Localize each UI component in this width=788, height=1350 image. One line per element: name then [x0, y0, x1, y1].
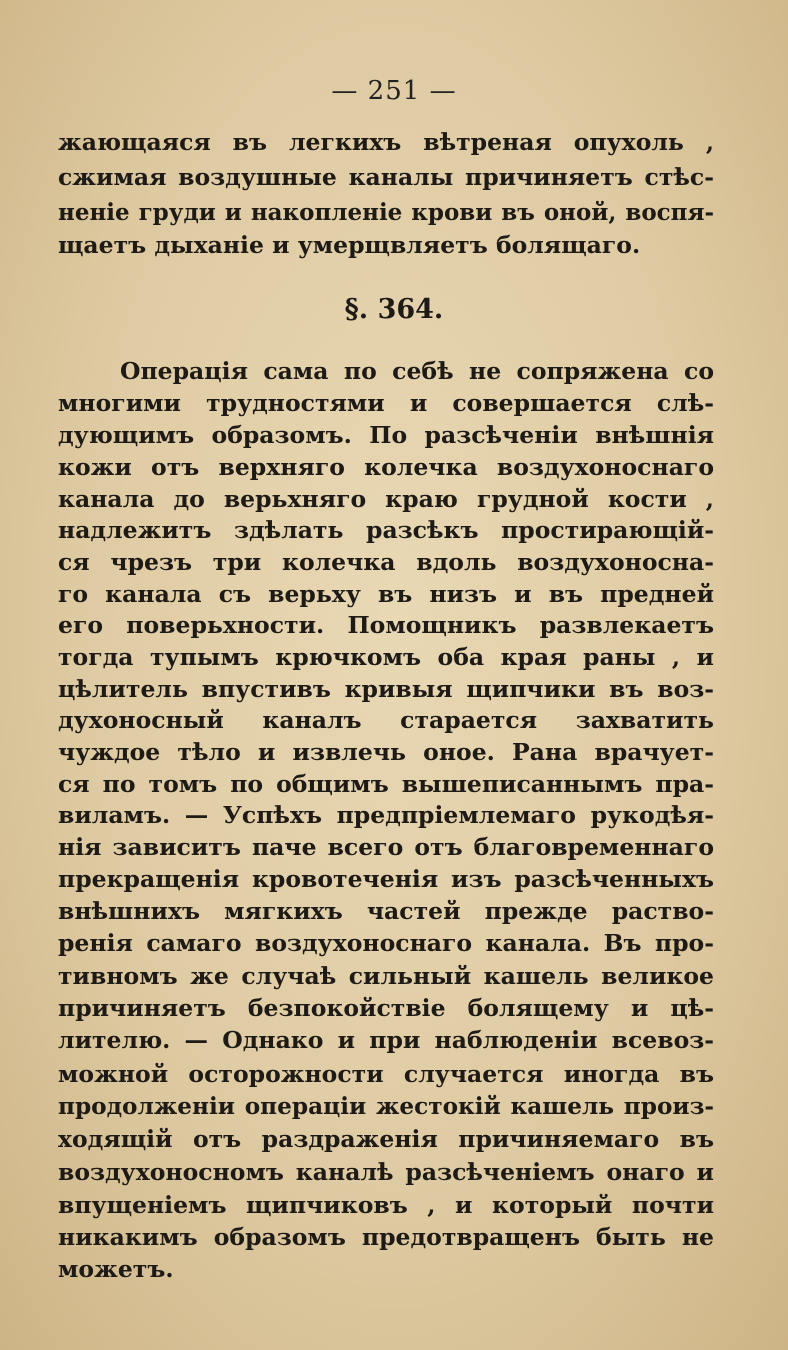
- text-line: его поверьхности. Помощникъ развлекаетъ: [58, 611, 714, 639]
- text-line: внѣшнихъ мягкихъ частей прежде раство-: [58, 897, 714, 925]
- text-line: духоносный каналъ старается захватить: [58, 706, 714, 734]
- text-line: воздухоносномъ каналѣ разсѣченіемъ онаго и: [58, 1158, 714, 1186]
- text-line: надлежитъ здѣлать разсѣкъ простирающій-: [58, 516, 714, 544]
- text-line: ся чрезъ три колечка вдоль воздухоносна-: [58, 548, 714, 576]
- text-line: многими трудностями и совершается слѣ-: [58, 389, 714, 417]
- text-line: кожи отъ верхняго колечка воздухоноснаго: [58, 453, 714, 481]
- text-line: сжимая воздушные каналы причиняетъ стѣс-: [58, 163, 714, 191]
- text-line: неніе груди и накопленіе крови въ оной, воспя-: [58, 199, 714, 226]
- text-line: нія зависитъ паче всего отъ благовременнаго: [58, 833, 714, 861]
- text-line: дующимъ образомъ. По разсѣченіи внѣшнія: [58, 421, 714, 449]
- text-line: тивномъ же случаѣ сильный кашель великое: [58, 962, 714, 990]
- text-line: виламъ. — Успѣхъ предпріемлемаго рукодѣя-: [58, 801, 714, 829]
- text-line: ся по томъ по общимъ вышеписаннымъ пра-: [58, 770, 714, 798]
- text-line: прекращенія кровотеченія изъ разсѣченныхъ: [58, 865, 714, 893]
- text-line: щаетъ дыханіе и умерщвляетъ болящаго.: [58, 231, 641, 259]
- text-line: Операція сама по себѣ не сопряжена со: [120, 357, 714, 385]
- text-line: продолженіи операціи жестокій кашель произ-: [58, 1093, 714, 1120]
- text-line: цѣлитель впустивъ кривыя щипчики въ воз-: [58, 675, 714, 703]
- text-line: никакимъ образомъ предотвращенъ быть не: [58, 1223, 714, 1251]
- section-heading: §. 364.: [344, 294, 444, 325]
- text-line: канала до верьхняго краю грудной кости ,: [58, 485, 714, 513]
- text-line: го канала съ верьху въ низъ и въ предней: [58, 580, 714, 608]
- text-line: тогда тупымъ крючкомъ оба края раны , и: [58, 643, 714, 671]
- text-line: лителю. — Однако и при наблюденіи всевоз-: [58, 1026, 714, 1054]
- text-line: ходящій отъ раздраженія причиняемаго въ: [58, 1125, 714, 1153]
- text-line: чуждое тѣло и извлечь оное. Рана врачует-: [58, 738, 714, 766]
- text-line: впущеніемъ щипчиковъ , и который почти: [58, 1191, 714, 1219]
- text-line: можетъ.: [58, 1255, 174, 1283]
- text-line: ренія самаго воздухоноснаго канала. Въ про-: [58, 929, 714, 957]
- page-number: — 251 —: [331, 76, 457, 106]
- text-line: жающаяся въ легкихъ вѣтреная опухоль ,: [58, 128, 714, 156]
- text-line: можной осторожности случается иногда въ: [58, 1060, 714, 1088]
- text-line: причиняетъ безпокойствіе болящему и цѣ-: [58, 994, 714, 1022]
